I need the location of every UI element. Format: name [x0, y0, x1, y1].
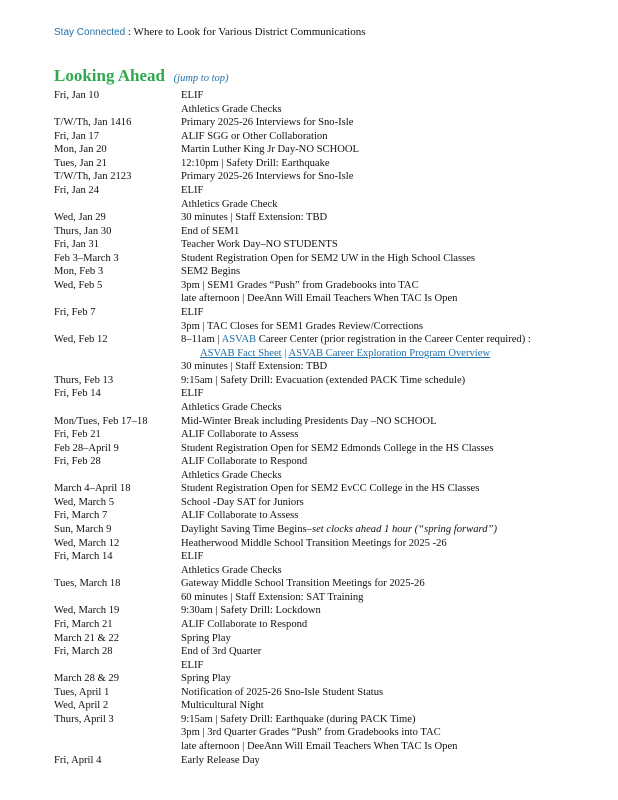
event-row [54, 645, 614, 659]
event-date [54, 740, 181, 754]
event-row [54, 604, 614, 618]
event-date [54, 360, 181, 374]
event-date: T/W/Th, Jan 1416 [54, 117, 132, 129]
event-date [54, 469, 181, 483]
event-description: ALIF Collaborate to Respond [181, 618, 308, 630]
event-date: Fri, March 28 [54, 646, 113, 658]
event-description: ELIF [181, 90, 204, 101]
event-description: Athletics Grade Checks [181, 469, 282, 481]
asvab-program-overview-link[interactable]: ASVAB Career Exploration Program Overview [288, 347, 491, 359]
event-date: Mon, Jan 20 [54, 144, 107, 156]
event-date: Thurs, Jan 30 [54, 225, 112, 237]
event-row [54, 726, 614, 740]
looking-ahead-heading [54, 66, 229, 86]
event-description: ELIF [181, 659, 204, 671]
event-row [54, 740, 614, 754]
event-row [54, 686, 614, 700]
event-description: late afternoon | DeeAnn Will Email Teachers When TAC Is Open [181, 293, 458, 305]
event-row [54, 415, 614, 429]
event-date: Sun, March 9 [54, 524, 112, 535]
event-date: T/W/Th, Jan 2123 [54, 171, 132, 183]
event-row [54, 238, 614, 252]
event-row [54, 143, 614, 157]
event-date: Wed, Feb 5 [54, 279, 103, 291]
event-row [54, 618, 614, 632]
event-date: Thurs, Feb 13 [54, 374, 114, 386]
event-row [54, 659, 614, 673]
event-date: Fri, Feb 7 [54, 307, 96, 318]
event-date: Mon, Feb 3 [54, 266, 104, 278]
event-date: Feb 3–March 3 [54, 252, 119, 264]
event-description: 3pm | TAC Closes for SEM1 Grades Review/Corrections [181, 320, 424, 332]
event-date: Thurs, April 3 [54, 713, 114, 725]
event-description: Martin Luther King Jr Day-NO SCHOOL [181, 144, 360, 156]
event-text-part: 8–11am | [181, 334, 222, 346]
event-description: End of SEM1 [181, 225, 240, 237]
event-row [54, 632, 614, 646]
event-description: Heatherwood Middle School Transition Meetings for 2025 -26 [181, 537, 447, 549]
event-row [54, 225, 614, 239]
event-description: Athletics Grade Checks [181, 401, 282, 413]
event-row [54, 252, 614, 266]
event-date [54, 564, 181, 578]
event-date: March 21 & 22 [54, 632, 120, 644]
event-description: School -Day SAT for Juniors [181, 496, 304, 508]
event-description: Gateway Middle School Transition Meetings for 2025-26 [181, 578, 425, 590]
event-row [54, 292, 614, 306]
event-row [54, 699, 614, 713]
asvab-fact-sheet-link[interactable]: ASVAB Fact Sheet [200, 347, 282, 359]
stay-connected-line [54, 26, 366, 38]
event-date: Fri, Feb 14 [54, 388, 101, 400]
event-description: Student Registration Open for SEM2 EvCC College in the HS Classes [181, 483, 480, 495]
event-row [54, 428, 614, 442]
event-description: Student Registration Open for SEM2 Edmonds College in the HS Classes [181, 442, 494, 454]
event-description: 30 minutes | Staff Extension: TBD [181, 361, 328, 373]
event-row [54, 360, 614, 374]
event-row [54, 537, 614, 551]
event-description [181, 347, 614, 361]
event-description: ALIF Collaborate to Assess [181, 510, 299, 522]
event-row [54, 496, 614, 510]
event-row [54, 754, 614, 768]
event-date [54, 292, 181, 306]
event-row [54, 198, 614, 212]
event-row [54, 577, 614, 591]
event-row [54, 713, 614, 727]
event-description: Spring Play [181, 632, 231, 644]
event-description: ALIF Collaborate to Assess [181, 429, 299, 441]
event-row [54, 157, 614, 171]
event-date: Tues, April 1 [54, 686, 110, 698]
event-row [54, 130, 614, 144]
event-description: 3pm | 3rd Quarter Grades “Push” from Gradebooks into TAC [181, 727, 441, 739]
event-date: Wed, March 12 [54, 537, 120, 549]
event-description: 12:10pm | Safety Drill: Earthquake [181, 157, 330, 169]
event-description: ELIF [181, 388, 204, 400]
event-row [54, 591, 614, 605]
event-row [54, 103, 614, 117]
event-row [54, 469, 614, 483]
event-description: Primary 2025-26 Interviews for Sno-Isle [181, 117, 354, 129]
event-description: ELIF [181, 307, 204, 318]
event-description: SEM2 Begins [181, 266, 241, 278]
event-text-part: Career Center (prior registration in the Career Center required) : [256, 334, 531, 346]
event-date: Mon/Tues, Feb 17–18 [54, 415, 148, 427]
event-date: Fri, March 21 [54, 618, 113, 630]
event-description: Spring Play [181, 673, 231, 685]
event-date [54, 103, 181, 117]
event-date [54, 659, 181, 673]
event-description: late afternoon | DeeAnn Will Email Teachers When TAC Is Open [181, 741, 458, 752]
event-text-part: Daylight Saving Time Begins– [181, 524, 312, 535]
event-date: Fri, Jan 10 [54, 90, 100, 101]
event-row [54, 89, 614, 103]
event-date: Fri, April 4 [54, 754, 102, 766]
event-description: Student Registration Open for SEM2 UW in the High School Classes [181, 252, 476, 264]
event-text-italic: set clocks ahead 1 hour (“spring forward”) [311, 524, 497, 535]
event-description: Multicultural Night [181, 700, 264, 712]
event-date: Wed, Jan 29 [54, 212, 106, 224]
event-description: 60 minutes | Staff Extension: SAT Training [181, 591, 364, 603]
event-date: March 4–April 18 [54, 483, 131, 495]
stay-connected-description: : Where to Look for Various District Communications [125, 26, 366, 38]
event-row [54, 672, 614, 686]
event-date: Fri, March 14 [54, 551, 113, 563]
asvab-link[interactable]: ASVAB [221, 334, 257, 346]
event-date: Fri, Jan 17 [54, 130, 100, 142]
event-description: ALIF SGG or Other Collaboration [181, 130, 328, 142]
event-description: 30 minutes | Staff Extension: TBD [181, 212, 328, 224]
event-row [54, 320, 614, 334]
event-date: Tues, Jan 21 [54, 157, 107, 169]
event-row [54, 401, 614, 415]
events-list [54, 89, 614, 767]
event-row [54, 564, 614, 578]
event-row [54, 347, 614, 361]
event-description: Teacher Work Day–NO STUDENTS [181, 239, 338, 251]
event-date: Wed, April 2 [54, 700, 109, 712]
event-row [54, 333, 614, 347]
event-row [54, 116, 614, 130]
event-date: Fri, March 7 [54, 510, 108, 522]
stay-connected-link[interactable]: Stay Connected [54, 27, 126, 38]
event-description: ELIF [181, 551, 204, 563]
event-date [54, 198, 181, 212]
event-row [54, 442, 614, 456]
event-row [54, 509, 614, 523]
event-description: Athletics Grade Check [181, 198, 278, 210]
event-description: 9:30am | Safety Drill: Lockdown [181, 605, 321, 617]
event-date: Fri, Feb 21 [54, 429, 101, 441]
event-row [54, 374, 614, 388]
event-date: March 28 & 29 [54, 673, 120, 685]
event-row [54, 211, 614, 225]
event-date: Wed, March 19 [54, 605, 120, 617]
event-description [181, 523, 614, 537]
event-row [54, 184, 614, 198]
event-date: Fri, Jan 24 [54, 184, 100, 196]
link-separator: | [281, 347, 289, 359]
event-row [54, 455, 614, 469]
event-description: End of 3rd Quarter [181, 646, 262, 658]
event-row [54, 170, 614, 184]
event-description: Athletics Grade Checks [181, 564, 282, 576]
event-description: 9:15am | Safety Drill: Evacuation (extended PACK Time schedule) [181, 374, 466, 386]
event-date: Wed, Feb 12 [54, 334, 108, 346]
event-row [54, 279, 614, 293]
event-description: 3pm | SEM1 Grades “Push” from Gradebooks into TAC [181, 279, 419, 291]
event-row [54, 265, 614, 279]
event-description: ALIF Collaborate to Respond [181, 456, 308, 468]
event-description [181, 333, 614, 347]
event-date: Fri, Jan 31 [54, 239, 100, 251]
event-description: Mid-Winter Break including Presidents Day –NO SCHOOL [181, 415, 437, 427]
event-row [54, 523, 614, 537]
event-description: Notification of 2025-26 Sno-Isle Student Status [181, 686, 384, 698]
event-description: 9:15am | Safety Drill: Earthquake (during PACK Time) [181, 713, 416, 725]
event-description: ELIF [181, 184, 204, 196]
event-description: Athletics Grade Checks [181, 103, 282, 115]
event-row [54, 550, 614, 564]
event-date: Fri, Feb 28 [54, 456, 101, 468]
event-description: Early Release Day [181, 754, 260, 766]
event-date: Wed, March 5 [54, 496, 115, 508]
event-row [54, 482, 614, 496]
jump-to-top-link[interactable]: (jump to top) [173, 73, 229, 84]
section-title: Looking Ahead [54, 66, 166, 85]
event-date [54, 401, 181, 415]
event-date: Feb 28–April 9 [54, 442, 119, 454]
event-row [54, 306, 614, 320]
event-date [54, 320, 181, 334]
event-date [54, 726, 181, 740]
event-description: Primary 2025-26 Interviews for Sno-Isle [181, 171, 354, 183]
event-row [54, 387, 614, 401]
event-date [54, 591, 181, 605]
event-date [54, 347, 181, 361]
event-date: Tues, March 18 [54, 578, 121, 590]
